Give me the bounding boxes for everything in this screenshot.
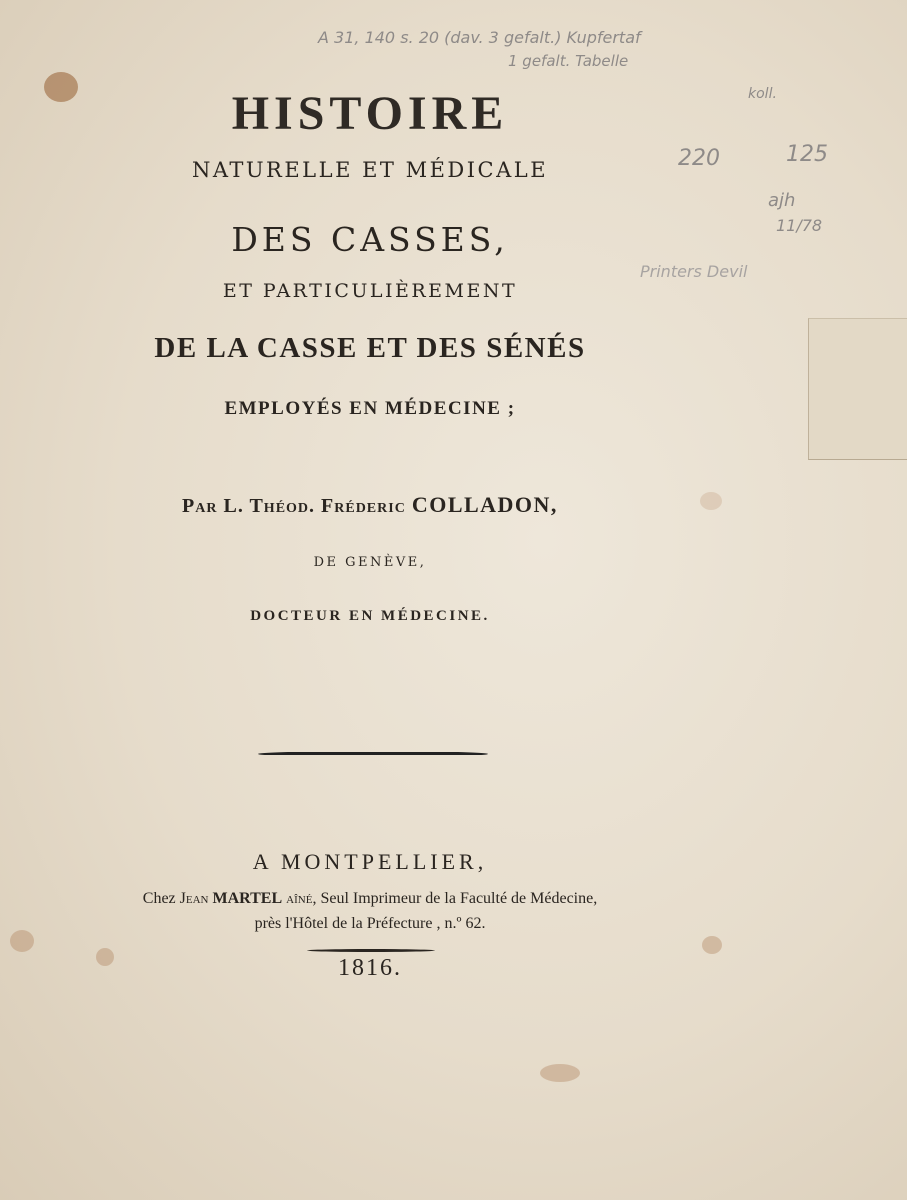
pencil-note: 1 gefalt. Tabelle bbox=[508, 52, 629, 70]
pencil-note: 11/78 bbox=[776, 216, 823, 235]
foxing-stain bbox=[540, 1064, 580, 1082]
title-line-2: NATURELLE ET MÉDICALE bbox=[191, 158, 549, 182]
foxing-stain bbox=[10, 930, 34, 952]
pencil-note: 125 bbox=[786, 142, 828, 167]
imprint-city: A MONTPELLIER, bbox=[252, 849, 488, 874]
pencil-note: 220 bbox=[678, 146, 720, 171]
title-line-1: HISTOIRE bbox=[231, 87, 509, 140]
title-line-6: EMPLOYÉS EN MÉDECINE ; bbox=[224, 398, 516, 419]
pencil-note: koll. bbox=[748, 86, 777, 102]
printer-last-name: MARTEL bbox=[212, 890, 283, 907]
title-line-5: DE LA CASSE ET DES SÉNÉS bbox=[154, 332, 586, 364]
paper-slip bbox=[808, 318, 907, 460]
printer-description: , Seul Imprimeur de la Faculté de Médecine, bbox=[312, 890, 598, 907]
pencil-note: Printers Devil bbox=[640, 262, 748, 281]
title-line-4: ET PARTICULIÈREMENT bbox=[222, 280, 518, 302]
foxing-stain bbox=[702, 936, 722, 954]
imprint-address: près l'Hôtel de la Préfecture , n.º 62. bbox=[254, 915, 486, 932]
imprint-printer bbox=[0, 890, 740, 908]
author-line bbox=[0, 492, 740, 518]
pencil-note: A 31, 140 s. 20 (dav. 3 gefalt.) Kupfertaf bbox=[318, 28, 641, 47]
author-name: COLLADON, bbox=[411, 492, 558, 517]
title-line-3: DES CASSES, bbox=[231, 220, 509, 259]
divider-rule bbox=[258, 751, 488, 757]
printer-first-name: Jean bbox=[179, 890, 209, 907]
pencil-note: ajh bbox=[768, 190, 796, 211]
year-rule bbox=[307, 949, 435, 952]
publication-year: 1816. bbox=[338, 955, 402, 981]
author-degree: DOCTEUR EN MÉDECINE. bbox=[250, 608, 490, 624]
author-origin: DE GENÈVE, bbox=[313, 555, 427, 570]
author-prefix: Par L. Théod. Fréderic bbox=[182, 495, 406, 517]
printer-aine: aîné bbox=[286, 890, 313, 907]
imprint-chez: Chez bbox=[142, 890, 176, 907]
